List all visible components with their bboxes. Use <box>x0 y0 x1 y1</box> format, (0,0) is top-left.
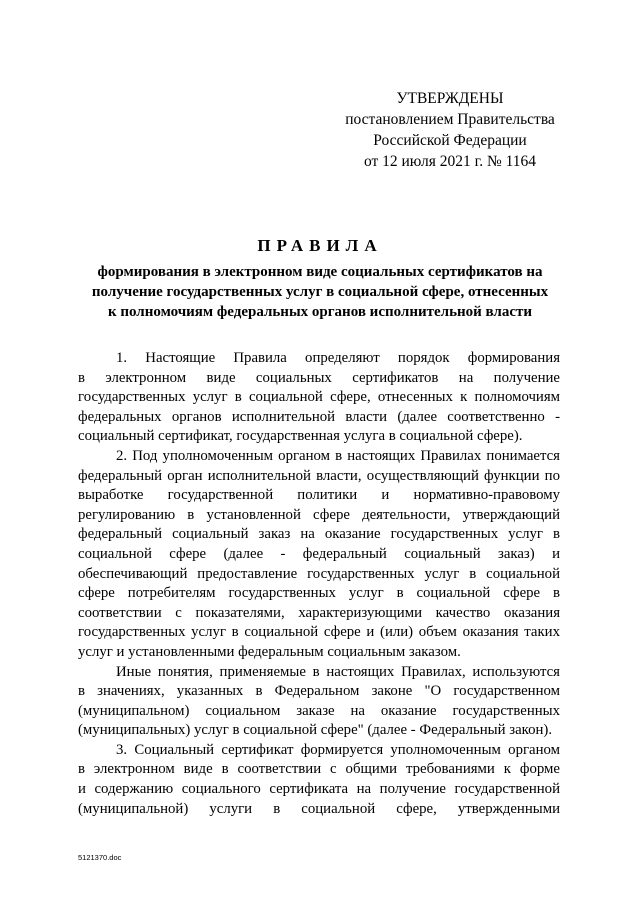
paragraph-3-line: (муниципальном) социальном заказе на оказание государственных <box>78 702 560 719</box>
paragraph-3-line: в значениях, указанных в Федеральном законе "О государственном <box>78 683 560 700</box>
approval-line: постановлением Правительства <box>345 111 555 128</box>
paragraph-1-line: 1. Настоящие Правила определяют порядок формирования <box>116 350 560 366</box>
paragraph-1-line: социальный сертификат, государственная услуга в социальной сфере). <box>78 428 523 445</box>
paragraph-4-line: (муниципальной) услуги в социальной сфере, утвержденными <box>78 800 560 817</box>
paragraph-2-line: услуг и установленными федеральным социальным заказом. <box>78 643 461 660</box>
paragraph-3-line: Иные понятия, применяемые в настоящих Правилах, используются <box>116 663 560 680</box>
paragraph-2-line: обеспечивающий предоставление государственных услуг в социальной <box>78 565 560 582</box>
subtitle-line: получение государственных услуг в социальной сфере, отнесенных <box>91 284 549 300</box>
paragraph-2-line: федеральный социальный заказ на оказание государственных услуг в <box>78 526 560 543</box>
paragraph-2-line: государственных услуг в социальной сфере и (или) объем оказания таких <box>78 624 560 641</box>
subtitle-line: формирования в электронном виде социальных сертификатов на <box>97 264 543 280</box>
document-title: ПРАВИЛА <box>257 236 383 255</box>
paragraph-2-line: социальной сфере (далее - федеральный социальный заказ) и <box>78 545 560 562</box>
footer-filename: 5121370.doc <box>78 853 122 862</box>
approval-block <box>330 88 570 172</box>
paragraph-4-line: и содержанию социального сертификата на получение государственной <box>78 781 560 798</box>
paragraph-2-line: сфере потребителям государственных услуг в социальной сфере в <box>78 585 560 602</box>
approval-heading: УТВЕРЖДЕНЫ <box>396 90 504 107</box>
paragraph-2-line: 2. Под уполномоченным органом в настоящих Правилах понимается <box>116 447 560 464</box>
paragraph-1-line: федеральных органов исполнительной власти (далее соответственно - <box>78 408 560 425</box>
paragraph-2-line: регулированию в установленной сфере деятельности, утверждающий <box>78 506 560 523</box>
paragraph-3-line: (муниципальных) услуг в социальной сфере" (далее - Федеральный закон). <box>78 722 553 739</box>
paragraph-4-line: 3. Социальный сертификат формируется уполномоченным органом <box>116 741 560 758</box>
paragraph-1-line: государственных услуг в социальной сфере, отнесенных к полномочиям <box>78 389 560 406</box>
paragraph-4-line: в электронном виде в соответствии с общими требованиями к форме <box>78 761 560 778</box>
approval-date-number: от 12 июля 2021 г. № 1164 <box>363 153 537 170</box>
paragraph-2-line: выработке государственной политики и нормативно-правовому <box>78 487 560 504</box>
approval-line: Российской Федерации <box>373 132 527 149</box>
subtitle-line: к полномочиям федеральных органов исполнительной власти <box>107 304 533 320</box>
document-subtitle <box>60 262 580 322</box>
paragraph-2-line: федеральный орган исполнительной власти, осуществляющий функции по <box>78 467 560 484</box>
paragraph-2-line: соответствии с показателями, характеризующими качество оказания <box>78 604 560 621</box>
document-body <box>78 349 560 819</box>
paragraph-1-line: в электронном виде социальных сертификатов на получение <box>78 369 560 386</box>
